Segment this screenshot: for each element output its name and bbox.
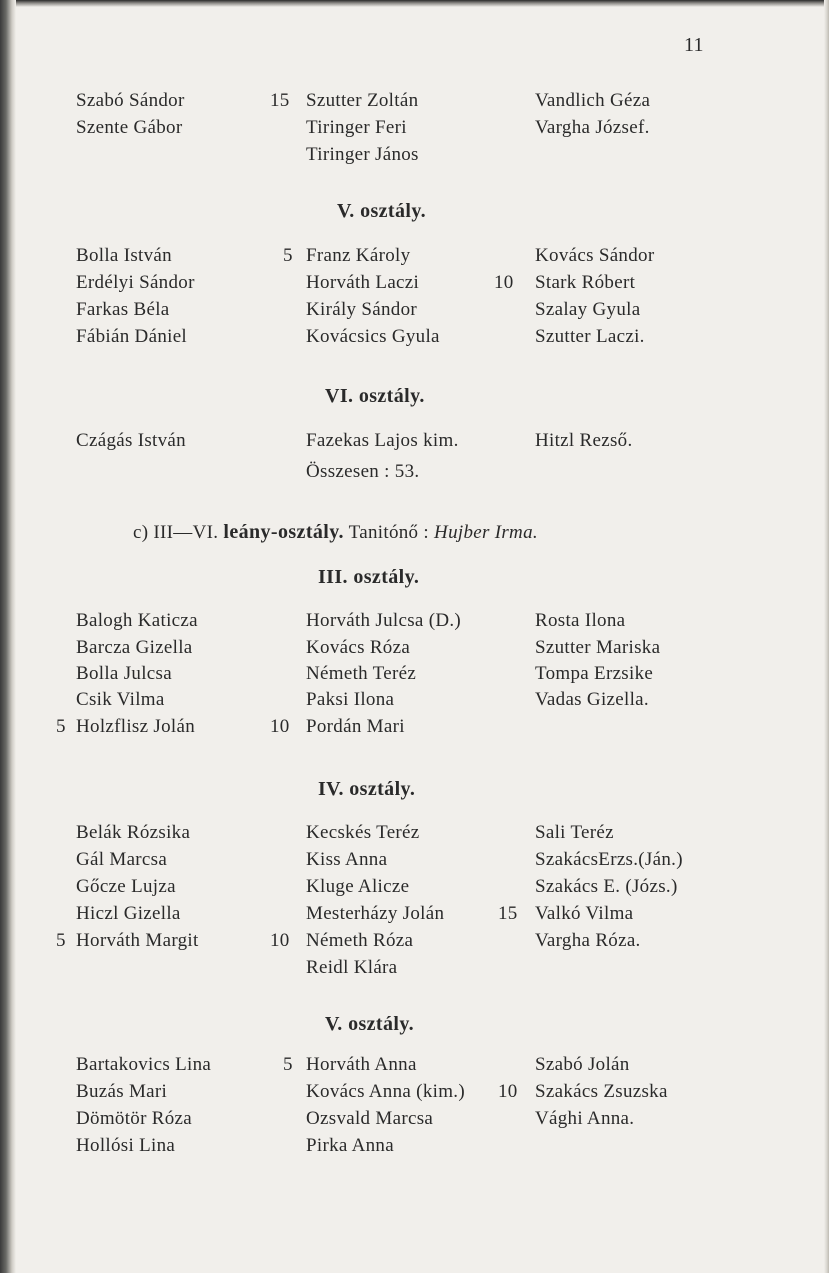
name-entry: Reidl Klára: [306, 957, 398, 978]
page-right-edge: [824, 0, 829, 1273]
line-number: 5: [56, 930, 66, 951]
name-entry: Erdélyi Sándor: [76, 272, 195, 293]
name-entry: Horváth Julcsa (D.): [306, 610, 462, 631]
class-heading: VI. osztály.: [325, 385, 425, 407]
name-entry: Gőcze Lujza: [76, 876, 176, 897]
name-entry: Buzás Mari: [76, 1081, 168, 1102]
name-entry: Kovács Sándor: [535, 245, 655, 266]
name-entry: Tiringer Feri: [306, 117, 407, 138]
name-entry: Kovács Róza: [306, 637, 411, 658]
line-number: 15: [270, 90, 290, 111]
name-entry: Bartakovics Lina: [76, 1054, 212, 1075]
name-entry: Pirka Anna: [306, 1135, 394, 1156]
name-entry: Szalay Gyula: [535, 299, 641, 320]
name-entry: Szente Gábor: [76, 117, 183, 138]
name-entry: Kovács Anna (kim.): [306, 1081, 465, 1102]
name-entry: Kluge Alicze: [306, 876, 410, 897]
line-number: 15: [498, 903, 518, 924]
class-total: Összesen : 53.: [306, 461, 420, 482]
class-heading: III. osztály.: [318, 566, 420, 588]
line-number: 10: [494, 272, 514, 293]
name-entry: Hitzl Rezső.: [535, 430, 633, 451]
name-entry: Dömötör Róza: [76, 1108, 192, 1129]
name-entry: Kecskés Teréz: [306, 822, 420, 843]
name-entry: Horváth Anna: [306, 1054, 417, 1075]
class-heading: IV. osztály.: [318, 778, 416, 800]
name-entry: Tiringer János: [306, 144, 419, 165]
name-entry: Kiss Anna: [306, 849, 388, 870]
page-top-edge: [0, 0, 829, 7]
class-heading: V. osztály.: [325, 1013, 415, 1035]
name-entry: Pordán Mari: [306, 716, 405, 737]
line-number: 5: [56, 716, 66, 737]
name-entry: Vargha József.: [535, 117, 650, 138]
line-number: 10: [498, 1081, 518, 1102]
name-entry: Vadas Gizella.: [535, 689, 649, 710]
name-entry: Paksi Ilona: [306, 689, 395, 710]
class-heading: V. osztály.: [337, 200, 427, 222]
page-number: 11: [684, 34, 704, 56]
name-entry: Németh Teréz: [306, 663, 417, 684]
name-entry: Horváth Margit: [76, 930, 199, 951]
name-entry: Fábián Dániel: [76, 326, 188, 347]
name-entry: Vargha Róza.: [535, 930, 641, 951]
name-entry: Sali Teréz: [535, 822, 614, 843]
section-title: leány-osztály.: [223, 521, 344, 543]
name-entry: Németh Róza: [306, 930, 414, 951]
name-entry: Szutter Zoltán: [306, 90, 419, 111]
teacher-label: Tanitónő :: [348, 522, 429, 543]
name-entry: Király Sándor: [306, 299, 418, 320]
section-prefix: c) III—VI.: [133, 522, 219, 543]
name-entry: Szakács Zsuzska: [535, 1081, 668, 1102]
name-entry: Horváth Laczi: [306, 272, 420, 293]
name-entry: Hiczl Gizella: [76, 903, 181, 924]
name-entry: Valkó Vilma: [535, 903, 634, 924]
name-entry: Szabó Sándor: [76, 90, 185, 111]
name-entry: Rosta Ilona: [535, 610, 626, 631]
name-entry: Franz Károly: [306, 245, 411, 266]
name-entry: Czágás István: [76, 430, 186, 451]
name-entry: Barcza Gizella: [76, 637, 193, 658]
name-entry: Csik Vilma: [76, 689, 165, 710]
name-entry: Vandlich Géza: [535, 90, 651, 111]
name-entry: Szutter Laczi.: [535, 326, 645, 347]
name-entry: Gál Marcsa: [76, 849, 168, 870]
name-entry: Bolla Julcsa: [76, 663, 172, 684]
name-entry: Kovácsics Gyula: [306, 326, 440, 347]
name-entry: Mesterházy Jolán: [306, 903, 445, 924]
page-binding-edge: [0, 0, 16, 1273]
section-heading: [133, 521, 538, 544]
name-entry: Balogh Katicza: [76, 610, 198, 631]
name-entry: Szutter Mariska: [535, 637, 661, 658]
name-entry: Ozsvald Marcsa: [306, 1108, 434, 1129]
line-number: 10: [270, 930, 290, 951]
teacher-name: Hujber Irma.: [434, 522, 538, 543]
line-number: 5: [283, 1054, 293, 1075]
name-entry: Holzflisz Jolán: [76, 716, 196, 737]
name-entry: Belák Rózsika: [76, 822, 191, 843]
name-entry: Tompa Erzsike: [535, 663, 654, 684]
name-entry: Vághi Anna.: [535, 1108, 635, 1129]
name-entry: Farkas Béla: [76, 299, 170, 320]
name-entry: Bolla István: [76, 245, 172, 266]
line-number: 5: [283, 245, 293, 266]
name-entry: Hollósi Lina: [76, 1135, 176, 1156]
name-entry: SzakácsErzs.(Ján.): [535, 849, 683, 870]
line-number: 10: [270, 716, 290, 737]
name-entry: Szabó Jolán: [535, 1054, 630, 1075]
name-entry: Fazekas Lajos kim.: [306, 430, 459, 451]
name-entry: Stark Róbert: [535, 272, 636, 293]
name-entry: Szakács E. (Józs.): [535, 876, 678, 897]
